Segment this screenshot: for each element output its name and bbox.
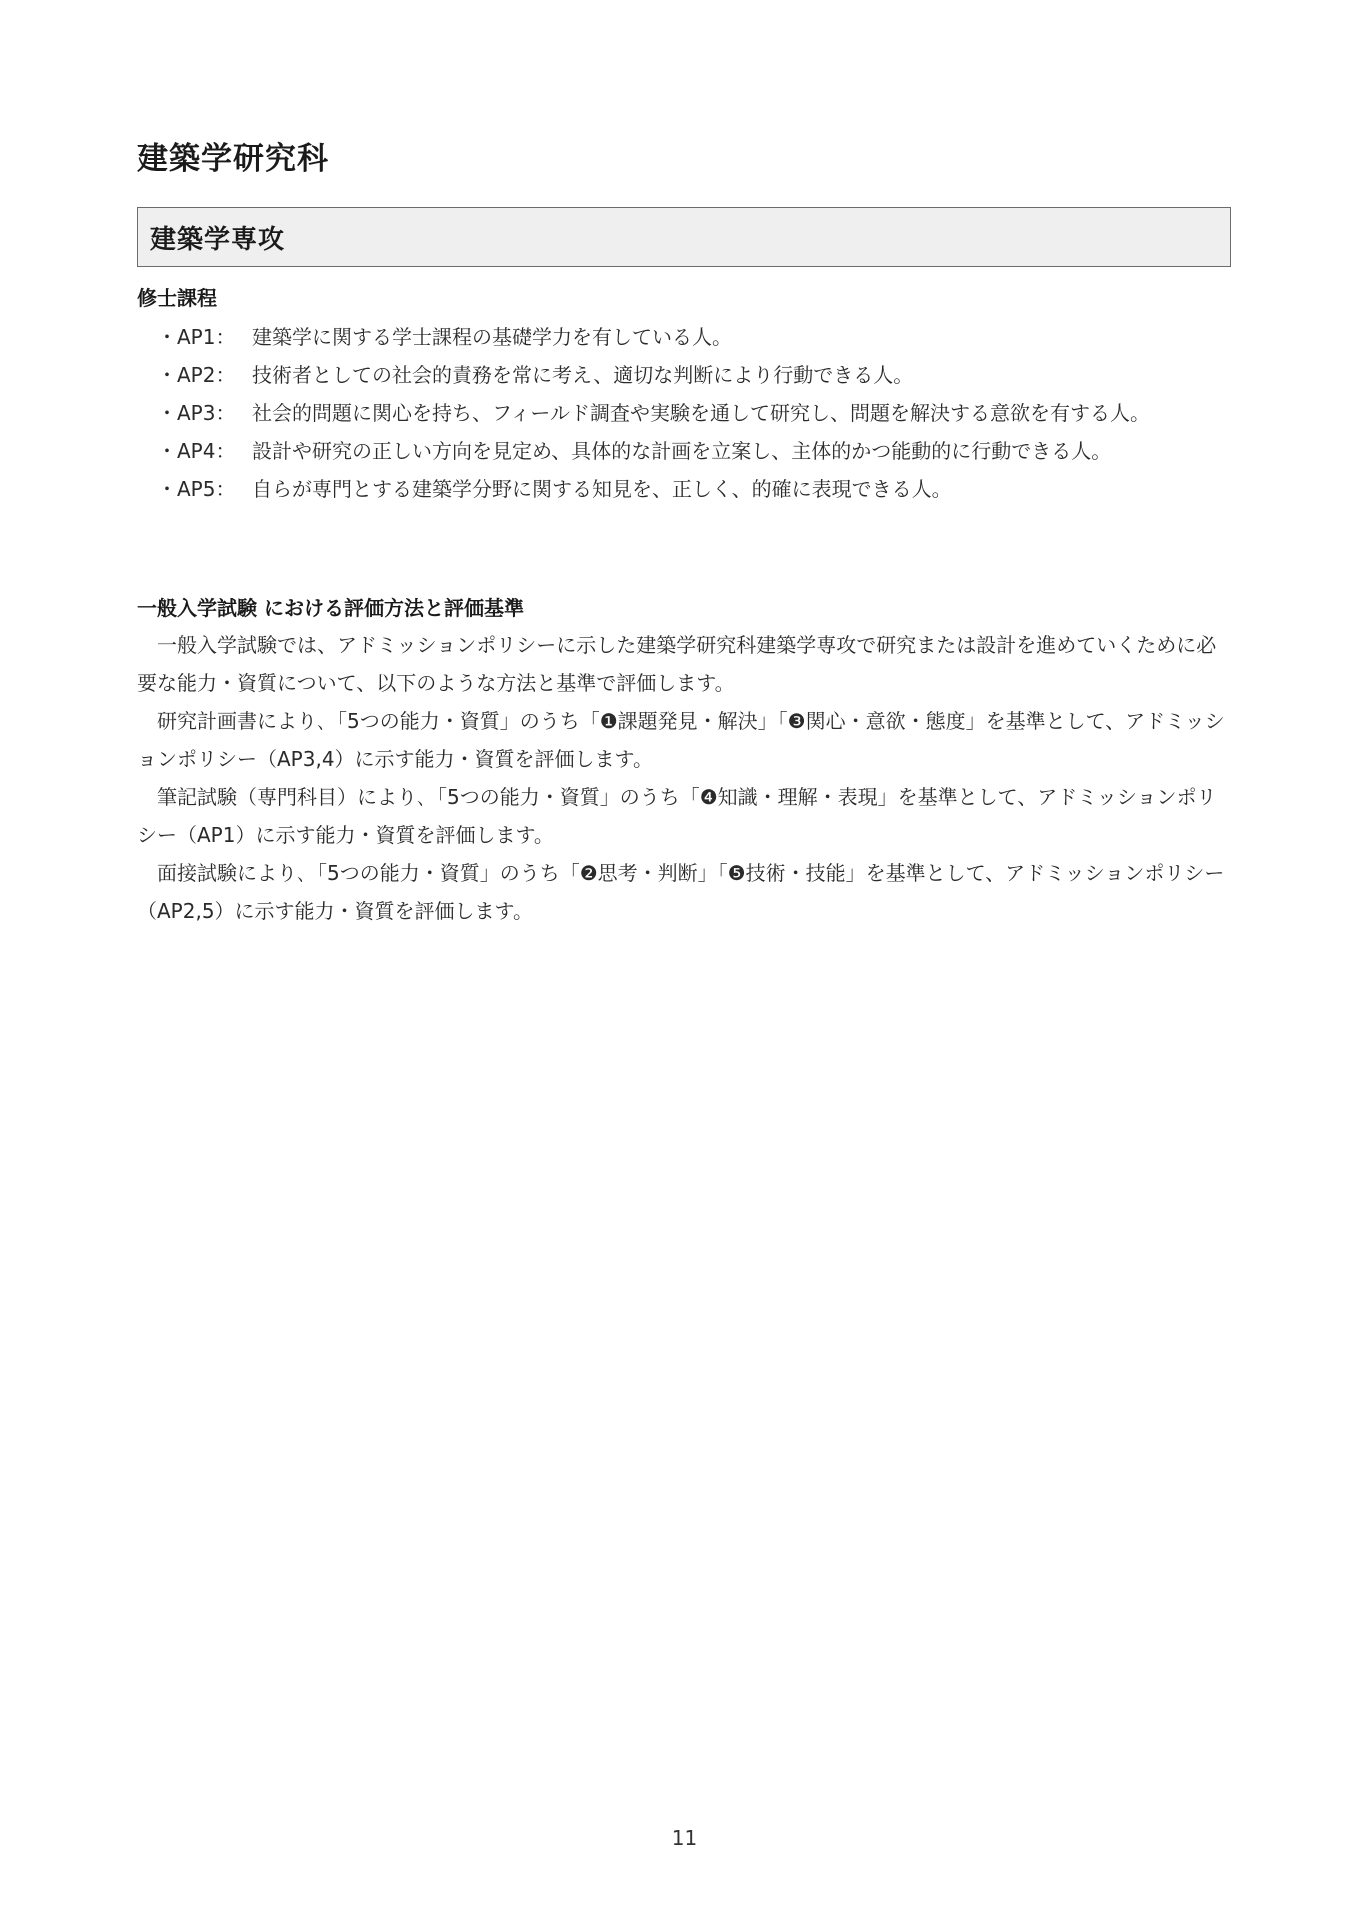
document-page: [137, 0, 1235, 1920]
evaluation-paragraph: 一般入学試験では、アドミッションポリシーに示した建築学研究科建築学専攻で研究または設計を進めていくために必要な能力・資質について、以下のような方法と基準で評価します。: [137, 633, 1217, 695]
list-item: [157, 394, 1232, 432]
ap-code: ・AP5：: [157, 477, 236, 501]
evaluation-paragraph: 筆記試験（専門科目）により､「5つの能力・資質」のうち「❹知識・理解・表現」を基準として、アドミッションポリシー（AP1）に示す能力・資質を評価します。: [137, 785, 1217, 847]
major-header-box: [137, 207, 1231, 267]
list-item: [157, 356, 1232, 394]
evaluation-paragraph: 研究計画書により､「5つの能力・資質」のうち「❶課題発見・解決」「❸関心・意欲・態度」を基準として、アドミッションポリシー（AP3,4）に示す能力・資質を評価します。: [137, 709, 1225, 771]
ap-text: 建築学に関する学士課程の基礎学力を有している人。: [252, 325, 732, 349]
ap-text: 設計や研究の正しい方向を見定め、具体的な計画を立案し、主体的かつ能動的に行動できる人。: [252, 439, 1112, 463]
page-number: 11: [671, 1826, 698, 1850]
course-title: 修士課程: [137, 286, 217, 310]
department-title: 建築学研究科: [137, 141, 329, 177]
evaluation-paragraph: 面接試験により､「5つの能力・資質」のうち「❷思考・判断」「❺技術・技能」を基準として、アドミッションポリシー（AP2,5）に示す能力・資質を評価します。: [137, 861, 1225, 923]
ap-text: 自らが専門とする建築学分野に関する知見を、正しく、的確に表現できる人。: [252, 477, 952, 501]
ap-code: ・AP4：: [157, 439, 236, 463]
admission-policy-list: [157, 318, 1232, 508]
list-item: [157, 318, 1232, 356]
evaluation-body: [137, 626, 1232, 930]
ap-text: 技術者としての社会的責務を常に考え、適切な判断により行動できる人。: [252, 363, 914, 387]
list-item: [157, 432, 1232, 470]
ap-code: ・AP1：: [157, 325, 236, 349]
ap-code: ・AP3：: [157, 401, 236, 425]
list-item: [157, 470, 1232, 508]
ap-text: 社会的問題に関心を持ち、フィールド調査や実験を通して研究し、問題を解決する意欲を有する人。: [252, 401, 1150, 425]
evaluation-section-title: 一般入学試験 における評価方法と評価基準: [137, 596, 524, 620]
ap-code: ・AP2：: [157, 363, 236, 387]
major-title: 建築学専攻: [150, 224, 286, 255]
